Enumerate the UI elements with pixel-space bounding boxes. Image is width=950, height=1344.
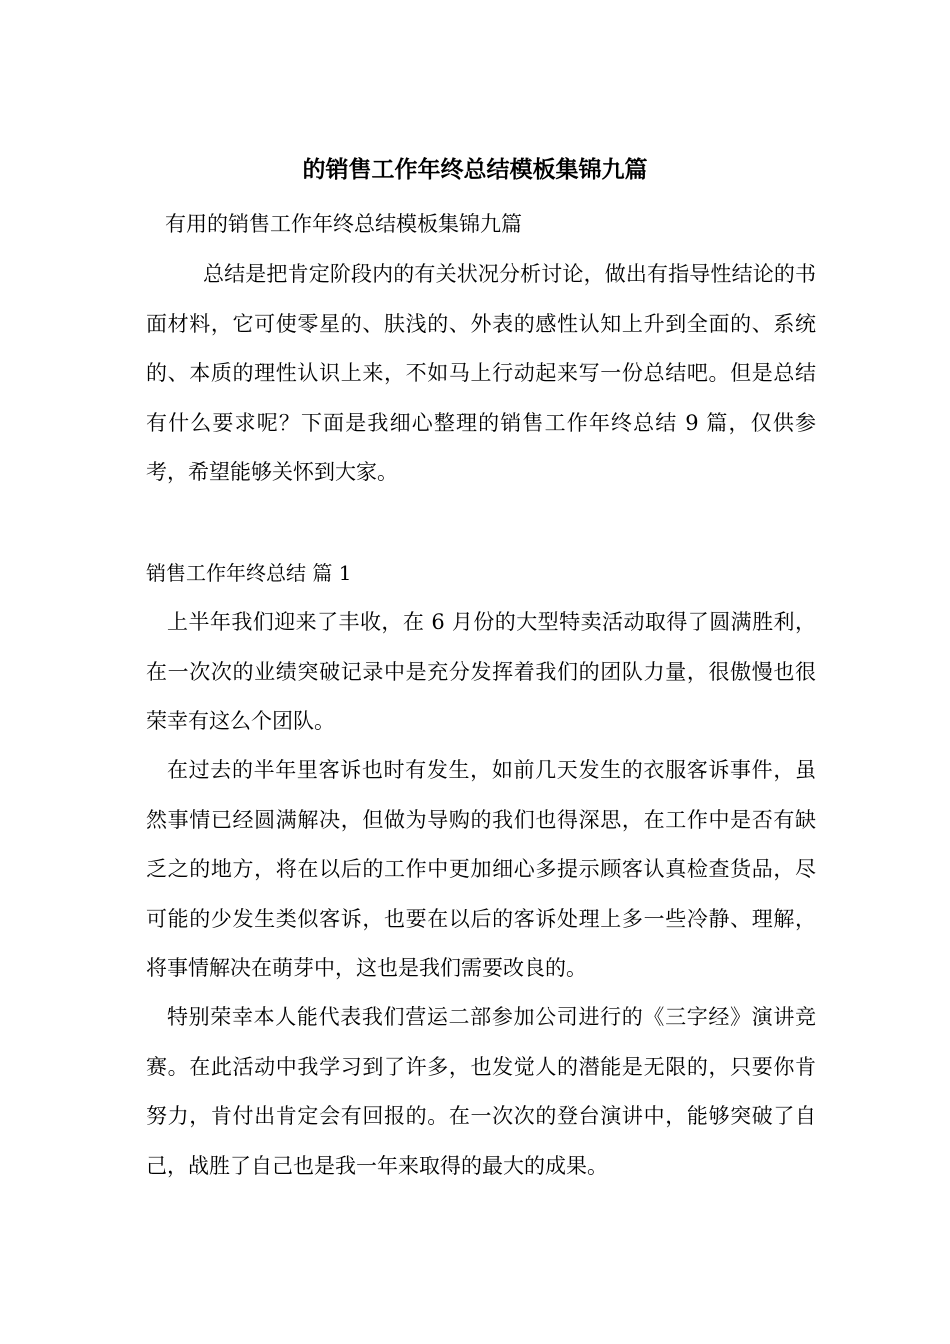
document-subtitle: 有用的销售工作年终总结模板集锦九篇 <box>165 212 522 236</box>
body-paragraph-1: 上半年我们迎来了丰收，在 6 月份的大型特卖活动取得了圆满胜利，在一次次的业绩突破记录中是充分发挥着我们的团队力量，很傲慢也很荣幸有这么个团队。 <box>146 610 816 733</box>
section-heading: 销售工作年终总结 篇 1 <box>146 561 352 585</box>
body-paragraph-2: 在过去的半年里客诉也时有发生，如前几天发生的衣服客诉事件，虽然事情已经圆满解决，但做为导购的我们也得深思，在工作中是否有缺乏之的地方，将在以后的工作中更加细心多提示顾客认真检查货品，尽可能的少发生类似客诉，也要在以后的客诉处理上多一些冷静、理解，将事情解决在萌芽中，这也是我们需要改良的。 <box>146 758 816 980</box>
intro-paragraph: 总结是把肯定阶段内的有关状况分析讨论，做出有指导性结论的书面材料，它可使零星的、肤浅的、外表的感性认知上升到全面的、系统的、本质的理性认识上来，不如马上行动起来写一份总结吧。但是总结有什么要求呢？下面是我细心整理的销售工作年终总结 9 篇，仅供参考，希望能够关怀到大家。 <box>146 262 816 484</box>
document-title: 的销售工作年终总结模板集锦九篇 <box>302 156 648 183</box>
body-paragraph-3: 特别荣幸本人能代表我们营运二部参加公司进行的《三字经》演讲竞赛。在此活动中我学习到了许多，也发觉人的潜能是无限的，只要你肯努力，肯付出肯定会有回报的。在一次次的登台演讲中，能够突破了自己，战胜了自己也是我一年来取得的最大的成果。 <box>146 1005 816 1178</box>
